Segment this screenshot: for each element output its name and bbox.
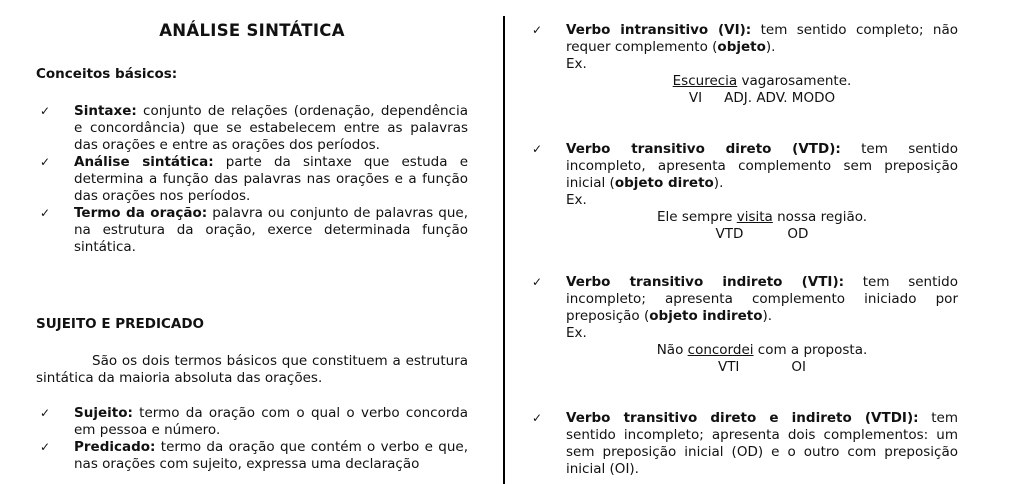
tag-complement: OD — [787, 226, 809, 242]
list-item — [36, 439, 468, 473]
section-heading-concepts: Conceitos básicos: — [36, 66, 178, 82]
example-tags — [566, 90, 958, 107]
list-item — [36, 154, 468, 205]
checkmark-icon: ✓ — [40, 155, 51, 169]
example-tags — [566, 226, 958, 243]
intro-paragraph: São os dois termos básicos que constituem a estrutura sintática da maioria absoluta das orações. — [36, 353, 468, 386]
sentence-rest: nossa região. — [772, 209, 868, 225]
item-term: Sujeito: — [74, 405, 133, 421]
example-sentence — [566, 342, 958, 359]
item-term: Predicado: — [74, 439, 156, 455]
subject-predicate-list — [36, 405, 468, 473]
example-sentence — [566, 73, 958, 90]
document-title: ANÁLISE SINTÁTICA — [159, 21, 345, 40]
example-sentence — [566, 209, 958, 226]
item-term: Verbo transitivo indireto (VTI): — [566, 274, 845, 290]
example-label: Ex. — [566, 56, 587, 72]
item-text: parte da sintaxe que estuda e determina a função das palavras nas orações e a função das orações nos períodos. — [74, 154, 468, 204]
item-text: termo da oração com o qual o verbo concorda em pessoa e número. — [74, 405, 468, 438]
checkmark-icon: ✓ — [40, 406, 51, 420]
item-text: palavra ou conjunto de palavras que, na estrutura da oração, exerce determinada função sintática. — [74, 205, 468, 255]
tag-verb: VTI — [717, 359, 740, 375]
item-emphasis: objeto direto — [614, 175, 714, 191]
checkmark-icon: ✓ — [532, 142, 543, 156]
item-term: Verbo intransitivo (VI): — [566, 22, 752, 38]
tag-verb: VI — [688, 90, 703, 106]
tag-complement: ADJ. ADV. MODO — [724, 90, 836, 106]
checkmark-icon: ✓ — [40, 104, 51, 118]
tag-complement: OI — [791, 359, 807, 375]
item-emphasis: objeto — [717, 39, 766, 55]
item-text: tem sentido incompleto; apresenta complemento iniciado por preposição ( — [566, 274, 958, 324]
underlined-verb: visita — [736, 209, 773, 225]
verb-direct-indirect-transitive-item — [532, 410, 958, 478]
item-text: termo da oração que contém o verbo e que, nas orações com sujeito, expressa uma declaração — [74, 439, 468, 472]
checkmark-icon: ✓ — [40, 440, 51, 454]
concepts-list — [36, 103, 468, 256]
sentence-rest: vagarosamente. — [737, 73, 852, 89]
tag-verb: VTD — [715, 226, 744, 242]
item-text-end: ). — [762, 308, 773, 324]
column-divider — [503, 16, 505, 484]
item-term: Termo da oração: — [74, 205, 208, 221]
verb-direct-transitive-item — [532, 141, 958, 243]
item-text: tem sentido completo; não requer complemento ( — [566, 22, 958, 55]
item-text: tem sentido incompleto, apresenta complemento sem preposição inicial ( — [566, 141, 958, 191]
checkmark-icon: ✓ — [532, 411, 543, 425]
item-term: Análise sintática: — [74, 154, 214, 170]
sentence-rest: com a proposta. — [753, 342, 868, 358]
example-label: Ex. — [566, 325, 587, 341]
checkmark-icon: ✓ — [40, 206, 51, 220]
sentence-start: Não — [656, 342, 688, 358]
item-term: Sintaxe: — [74, 103, 137, 119]
underlined-verb: Escurecia — [672, 73, 738, 89]
item-emphasis: objeto indireto — [649, 308, 763, 324]
checkmark-icon: ✓ — [532, 23, 543, 37]
verb-intransitive-item — [532, 22, 958, 107]
example-label: Ex. — [566, 192, 587, 208]
list-item — [36, 205, 468, 256]
sentence-start: Ele sempre — [656, 209, 737, 225]
list-item — [36, 103, 468, 154]
item-text: conjunto de relações (ordenação, dependência e concordância) que se estabelecem entre as palavras das orações e entre as orações dos períodos. — [74, 103, 468, 153]
item-text-end: ). — [713, 175, 724, 191]
item-term: Verbo transitivo direto e indireto (VTDI): — [566, 410, 919, 426]
underlined-verb: concordei — [687, 342, 754, 358]
checkmark-icon: ✓ — [532, 275, 543, 289]
verb-indirect-transitive-item — [532, 274, 958, 376]
item-text: tem sentido incompleto; apresenta dois complementos: um sem preposição inicial (OD) e o outro com preposição inicial (OI). — [566, 410, 958, 477]
example-tags — [566, 359, 958, 376]
section-heading-subject-predicate: SUJEITO E PREDICADO — [36, 316, 205, 332]
list-item — [36, 405, 468, 439]
item-text-end: ). — [765, 39, 776, 55]
item-term: Verbo transitivo direto (VTD): — [566, 141, 841, 157]
